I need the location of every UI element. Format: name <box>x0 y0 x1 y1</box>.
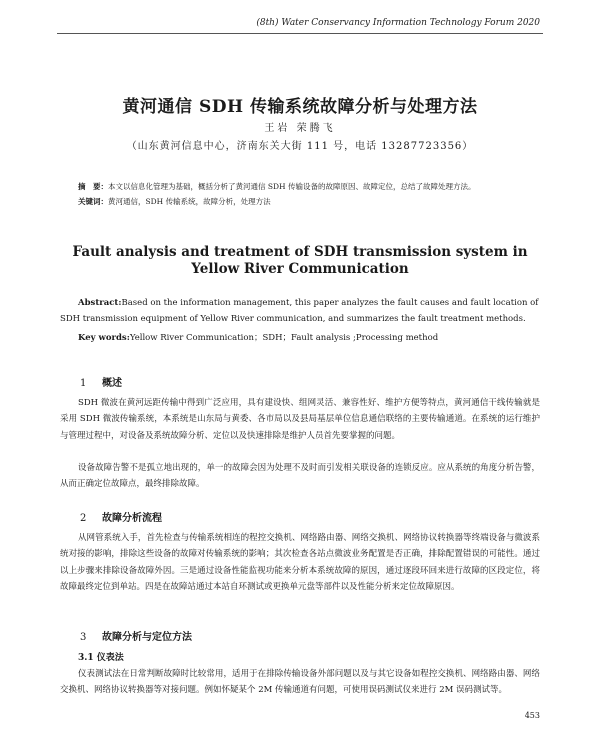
section-number: 2 <box>80 513 87 524</box>
running-header: (8th) Water Conservancy Information Technology Forum 2020 <box>256 18 540 28</box>
abstract-chinese <box>78 179 540 209</box>
section-1-para-1: SDH 微波在黄河远距传输中得到广泛应用，具有建设快、组网灵活、兼容性好、维护方便等特点，黄河通信干线传输就是采用 SDH 微波传输系统，本系统是山东局与黄委、各市局以及县局基层单位信息通信联络的主要传输通道。在系统的运行维护与管理过程中，对设备及系统故障分析、定位以及快速排除是维护人员首先要掌握的问题。 <box>60 398 540 441</box>
keywords-cn-text: 黄河通信，SDH 传输系统，故障分析，处理方法 <box>108 197 271 206</box>
abstract-cn-text: 本文以信息化管理为基础，概括分析了黄河通信 SDH 传输设备的故障原因、故障定位，总结了故障处理方法。 <box>108 182 476 191</box>
affiliation: （山东黄河信息中心，济南东关大街 111 号，电话 13287723356） <box>126 141 474 152</box>
section-title: 故障分析与定位方法 <box>102 632 192 643</box>
section-2-para-1: 从网管系统入手，首先检查与传输系统相连的程控交换机、网络路由器、网络交换机、网络协议转换器等终端设备与微波系统对接的影响，排除这些设备的故障对传输系统的影响；其次检查各站点微波业务配置是否正确，排除配置错误的可能性。通过以上步骤来排除设备故障外因。三是通过设备性能监视功能来分析本系统故障的原因，通过逐段环回来进行故障的区段定位，将故障最终定位到单站。四是在故障站通过本站自环测试或更换单元盘等部件以及性能分析来定位故障原因。 <box>60 533 540 592</box>
abstract-cn-label: 摘 要： <box>78 182 108 191</box>
keywords-en-text: Yellow River Communication；SDH；Fault analysis ;Processing method <box>129 333 439 343</box>
header-rule <box>57 33 543 34</box>
title-english: Fault analysis and treatment of SDH transmission system in Yellow River Communication <box>72 244 528 277</box>
abstract-english <box>60 295 540 327</box>
subsection-3-1-para-1: 仪表测试法在日常判断故障时比较常用，适用于在排除传输设备外部问题以及与其它设备如程控交换机、网络路由器、网络交换机、网络协议转换器等对接问题。例如怀疑某个 2M 传输通道有问题，可使用误码测试仪来进行 2M 误码测试等。 <box>60 669 540 696</box>
keywords-cn-label: 关键词： <box>78 197 108 206</box>
authors: 王岩 荣腾飞 <box>264 123 336 134</box>
section-2-heading <box>80 509 162 524</box>
title-chinese: 黄河通信 SDH 传输系统故障分析与处理方法 <box>122 97 478 117</box>
keywords-english <box>60 331 540 345</box>
section-number: 1 <box>80 378 87 389</box>
section-title: 概述 <box>102 378 122 389</box>
subsection-3-1-heading: 3.1 仪表法 <box>78 653 124 663</box>
abstract-en-text: Based on the information management, this paper analyzes the fault causes and fault location of SDH transmission equipment of Yellow River communication, and summarizes the fault treatment methods. <box>60 298 539 324</box>
abstract-en-label: Abstract: <box>78 298 122 308</box>
section-1-para-2: 设备故障告警不是孤立地出现的，单一的故障会因为处理不及时而引发相关联设备的连锁反应。应从系统的角度分析告警，从而正确定位故障点，最终排除故障。 <box>60 463 540 490</box>
section-3-heading <box>80 628 192 643</box>
keywords-en-label: Key words: <box>78 333 130 343</box>
section-title: 故障分析流程 <box>102 513 162 524</box>
page-number: 453 <box>524 711 540 720</box>
section-1-heading <box>80 374 122 389</box>
section-number: 3 <box>80 632 87 643</box>
